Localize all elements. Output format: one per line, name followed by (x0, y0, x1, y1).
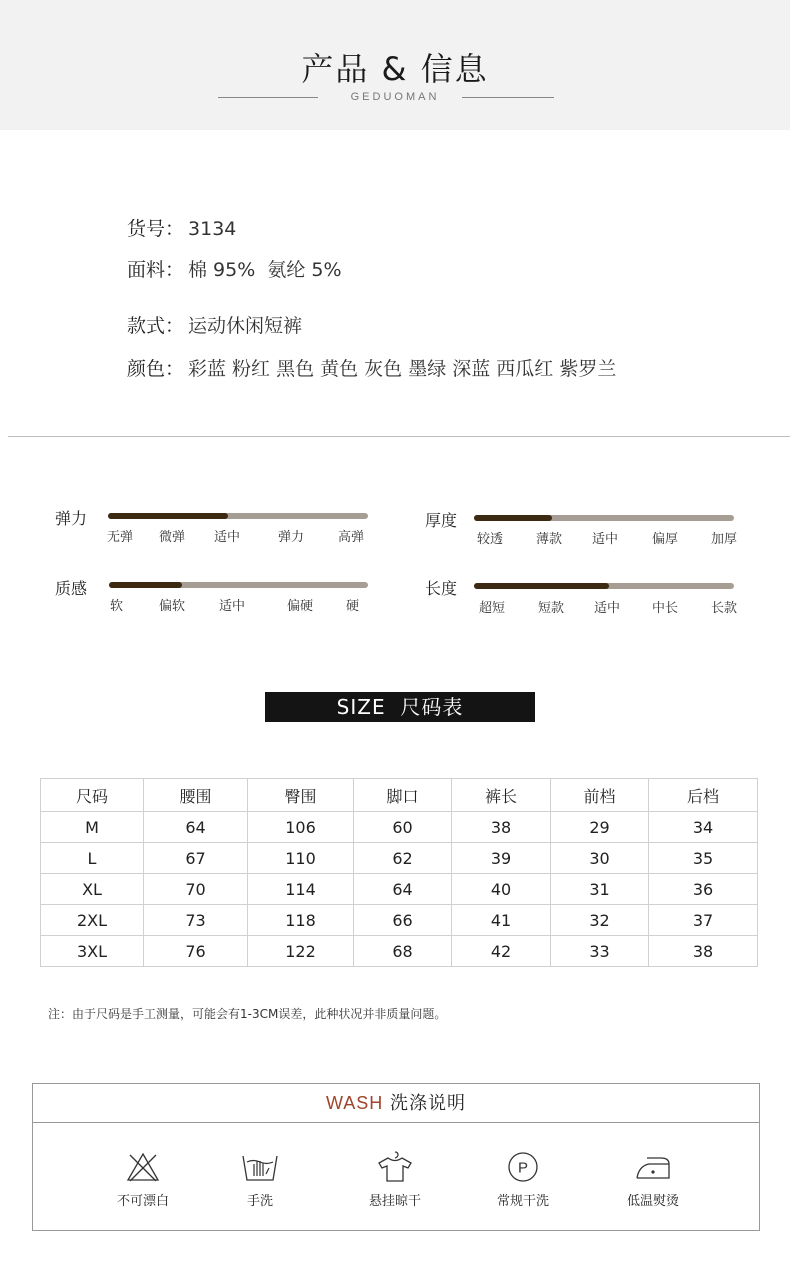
table-cell: L (41, 843, 144, 874)
table-cell: M (41, 812, 144, 843)
table-cell: 110 (248, 843, 354, 874)
item-number-value: 3134 (188, 218, 237, 240)
column-header: 脚口 (354, 779, 452, 812)
page-title: 产品 & 信息 (301, 50, 489, 88)
style-label: 款式： (127, 315, 185, 337)
table-cell: 34 (649, 812, 758, 843)
table-row (41, 874, 758, 905)
table-row (41, 936, 758, 967)
table-row (41, 905, 758, 936)
size-table-title: SIZE 尺码表 (265, 692, 535, 722)
texture-bar (109, 582, 368, 588)
item-number-label: 货号： (127, 218, 185, 240)
table-cell: 114 (248, 874, 354, 905)
table-cell: 32 (551, 905, 649, 936)
svg-text:P: P (517, 1159, 529, 1177)
style-value: 运动休闲短裤 (188, 315, 303, 337)
table-cell: 38 (452, 812, 551, 843)
table-cell: 118 (248, 905, 354, 936)
thickness-tick: 较透 (477, 532, 504, 547)
texture-bar-fill (109, 582, 182, 588)
dry-clean-p-icon (506, 1150, 540, 1184)
table-cell: 35 (649, 843, 758, 874)
table-cell: 39 (452, 843, 551, 874)
wash-title-en: WASH (325, 1093, 384, 1113)
texture-tick: 适中 (219, 599, 246, 614)
column-header: 腰围 (144, 779, 248, 812)
wash-item-hand-wash (210, 1150, 310, 1209)
hand-wash-icon (241, 1150, 279, 1184)
fabric-label: 面料： (127, 259, 185, 281)
wash-item-label: 不可漂白 (116, 1194, 169, 1209)
table-cell: XL (41, 874, 144, 905)
fabric-row (127, 255, 342, 282)
thickness-bar-fill (474, 515, 552, 521)
low-iron-icon (633, 1150, 673, 1184)
texture-label: 质感 (55, 579, 88, 598)
wash-item-no-bleach (93, 1150, 193, 1209)
wash-item-low-iron (603, 1150, 703, 1209)
table-cell: 3XL (41, 936, 144, 967)
table-cell: 29 (551, 812, 649, 843)
elasticity-tick: 适中 (214, 530, 241, 545)
header-banner (0, 0, 790, 130)
section-divider (8, 436, 790, 437)
wash-item-dry-clean (473, 1150, 573, 1209)
length-bar-fill (474, 583, 609, 589)
elasticity-tick: 无弹 (107, 530, 134, 545)
table-cell: 62 (354, 843, 452, 874)
wash-title (33, 1084, 759, 1123)
table-cell: 2XL (41, 905, 144, 936)
color-row (127, 354, 616, 381)
elasticity-label: 弹力 (55, 509, 88, 528)
thickness-tick: 加厚 (711, 532, 738, 547)
wash-item-hang-dry (345, 1150, 445, 1209)
texture-tick: 软 (110, 599, 124, 614)
fabric-value: 棉 95% 氨纶 5% (188, 259, 342, 281)
thickness-tick: 薄款 (536, 532, 563, 547)
table-cell: 36 (649, 874, 758, 905)
thickness-bar (474, 515, 734, 521)
elasticity-bar (108, 513, 368, 519)
thickness-tick: 适中 (592, 532, 619, 547)
thickness-tick: 偏厚 (652, 532, 679, 547)
table-cell: 40 (452, 874, 551, 905)
column-header: 前档 (551, 779, 649, 812)
wash-item-label: 手洗 (246, 1194, 273, 1209)
length-tick: 短款 (538, 601, 565, 616)
table-cell: 60 (354, 812, 452, 843)
table-cell: 106 (248, 812, 354, 843)
no-bleach-icon (125, 1150, 161, 1184)
table-cell: 38 (649, 936, 758, 967)
elasticity-bar-fill (108, 513, 228, 519)
table-row (41, 812, 758, 843)
texture-tick: 硬 (346, 599, 360, 614)
color-value: 彩蓝 粉红 黑色 黄色 灰色 墨绿 深蓝 西瓜红 紫罗兰 (188, 358, 617, 380)
wash-item-label: 低温熨烫 (626, 1194, 679, 1209)
wash-title-cn: 洗涤说明 (390, 1093, 467, 1114)
table-cell: 122 (248, 936, 354, 967)
length-tick: 长款 (711, 601, 738, 616)
item-number-row (127, 214, 236, 241)
table-row (41, 843, 758, 874)
table-cell: 67 (144, 843, 248, 874)
length-tick: 适中 (594, 601, 621, 616)
table-cell: 41 (452, 905, 551, 936)
table-cell: 42 (452, 936, 551, 967)
length-tick: 中长 (652, 601, 679, 616)
elasticity-tick: 高弹 (338, 530, 365, 545)
table-cell: 73 (144, 905, 248, 936)
style-row (127, 311, 302, 338)
thickness-label: 厚度 (425, 511, 458, 530)
table-cell: 76 (144, 936, 248, 967)
column-header: 尺码 (41, 779, 144, 812)
brand-subtitle: GEDUOMAN (350, 91, 440, 103)
hang-dry-icon (376, 1150, 414, 1184)
length-tick: 超短 (479, 601, 506, 616)
wash-item-label: 常规干洗 (496, 1194, 549, 1209)
table-cell: 31 (551, 874, 649, 905)
table-cell: 70 (144, 874, 248, 905)
table-cell: 64 (354, 874, 452, 905)
texture-tick: 偏软 (159, 599, 186, 614)
size-table (40, 778, 758, 967)
size-table-header (41, 779, 758, 812)
texture-tick: 偏硬 (287, 599, 314, 614)
wash-item-label: 悬挂晾干 (368, 1194, 421, 1209)
table-cell: 33 (551, 936, 649, 967)
column-header: 臀围 (248, 779, 354, 812)
table-cell: 30 (551, 843, 649, 874)
header-divider-right (462, 97, 554, 98)
elasticity-tick: 弹力 (278, 530, 305, 545)
wash-instructions (32, 1083, 760, 1231)
column-header: 后档 (649, 779, 758, 812)
table-cell: 64 (144, 812, 248, 843)
table-cell: 68 (354, 936, 452, 967)
length-bar (474, 583, 734, 589)
elasticity-tick: 微弹 (159, 530, 186, 545)
measurement-note: 注：由于尺码是手工测量，可能会有1-3CM误差，此种状况并非质量问题。 (48, 1007, 447, 1021)
length-label: 长度 (425, 579, 458, 598)
table-cell: 66 (354, 905, 452, 936)
color-label: 颜色： (127, 358, 185, 380)
column-header: 裤长 (452, 779, 551, 812)
table-cell: 37 (649, 905, 758, 936)
